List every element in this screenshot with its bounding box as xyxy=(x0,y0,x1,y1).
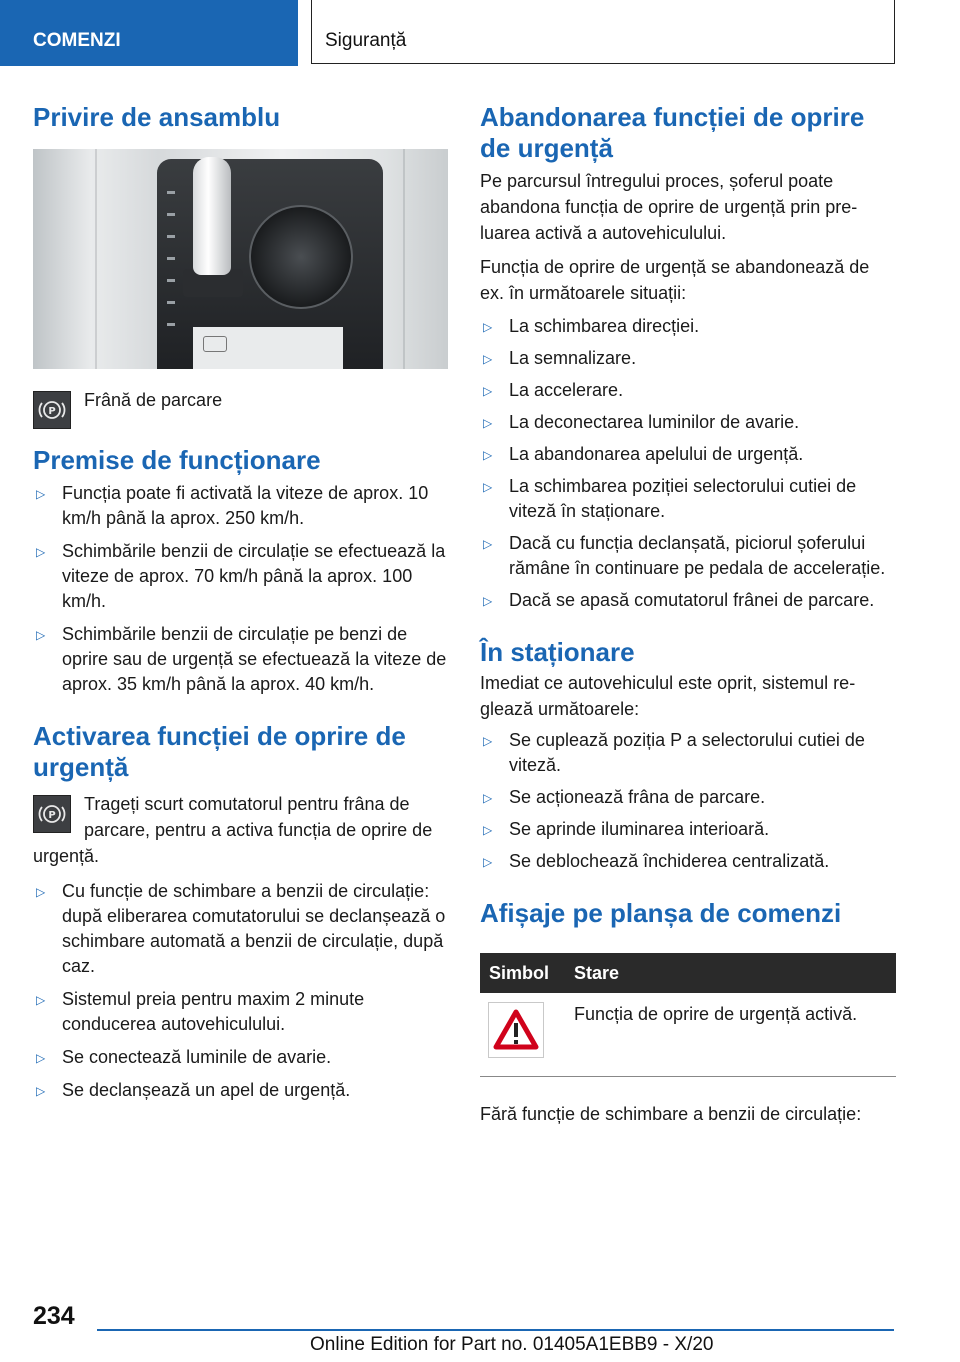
table-row xyxy=(480,993,896,1077)
display-heading: Afișaje pe planșa de comenzi xyxy=(480,898,842,928)
abandon-heading: Abandonarea funcției de oprire de urgență xyxy=(480,102,865,163)
standstill-text: Imediat ce autovehiculul este oprit, sistemul reglează următoarele: xyxy=(480,673,856,719)
triangle-bullet-icon: ▷ xyxy=(36,1084,46,1098)
triangle-bullet-icon: ▷ xyxy=(483,416,493,430)
triangle-bullet-icon: ▷ xyxy=(36,545,46,559)
list-item: ▷ Schimbările benzii de circulație se efectuează la viteze de aprox. 70 km/h până la aprox. 100 km/h. xyxy=(36,541,446,611)
standstill-list xyxy=(480,728,896,874)
list-item: ▷ Funcția poate fi activată la viteze de aprox. 10 km/h până la aprox. 250 km/h. xyxy=(36,483,429,528)
triangle-bullet-icon: ▷ xyxy=(483,823,493,837)
triangle-bullet-icon: ▷ xyxy=(483,384,493,398)
col-symbol-header: Simbol xyxy=(480,953,572,993)
center-console-photo xyxy=(33,149,448,369)
parking-brake-icon xyxy=(33,795,71,833)
triangle-bullet-icon: ▷ xyxy=(483,320,493,334)
triangle-bullet-icon: ▷ xyxy=(483,855,493,869)
triangle-bullet-icon: ▷ xyxy=(36,487,46,501)
list-item: ▷ Se conectează luminile de avarie. xyxy=(33,1045,448,1070)
list-item: ▷ Se aprinde iluminarea interioară. xyxy=(480,817,896,842)
triangle-bullet-icon: ▷ xyxy=(483,594,493,608)
after-table-text: Fără funcție de schimbare a benzii de circulație: xyxy=(480,1104,862,1124)
triangle-bullet-icon: ▷ xyxy=(36,628,46,642)
symbol-table xyxy=(480,953,896,1077)
abandon-text-1: Pe parcursul întregului proces, șoferul poate abandona funcția de oprire de urgență prin preluarea activă a autovehiculului. xyxy=(480,171,858,243)
list-item: ▷ Schimbările benzii de circulație pe benzi de oprire sau de urgență se efectuează la viteze de aprox. 35 km/h până la aprox. 40 km/h. xyxy=(36,624,447,694)
premise-list xyxy=(33,481,448,697)
list-item: ▷ La schimbarea poziției selectorului cutiei de viteză în staționare. xyxy=(483,476,857,521)
list-item: ▷ Cu funcție de schimbare a benzii de circulație: după eliberarea comutatorului se declanșează o schimbare automată a benzii de circulație, după caz. xyxy=(36,881,446,976)
list-item: ▷ Se acționează frâna de parcare. xyxy=(480,785,896,810)
list-item: ▷ La schimbarea direcției. xyxy=(480,314,896,339)
symbol-cell xyxy=(480,993,572,1077)
standstill-heading: În staționare xyxy=(480,637,635,667)
parking-brake-icon xyxy=(33,391,71,429)
premise-heading: Premise de funcționare xyxy=(33,445,321,475)
svg-text:P: P xyxy=(48,406,56,417)
chapter-tab: COMENZI xyxy=(0,0,298,66)
triangle-bullet-icon: ▷ xyxy=(483,480,493,494)
activation-text: Trageți scurt comutatorul pentru frâna de parcare, pentru a activa funcția de oprire de urgență. xyxy=(33,794,433,866)
col-state-header: Stare xyxy=(572,953,896,993)
activation-list xyxy=(33,879,448,1103)
footer-rule xyxy=(97,1329,894,1331)
svg-text:P: P xyxy=(48,810,56,821)
activation-paragraph xyxy=(33,791,448,869)
photo-caption xyxy=(33,387,448,427)
warning-triangle-icon xyxy=(488,1002,544,1058)
caption-text: Frână de parcare xyxy=(84,390,223,410)
activation-heading: Activarea funcției de oprire de urgență xyxy=(33,721,406,782)
list-item: ▷ La deconectarea luminilor de avarie. xyxy=(480,410,896,435)
triangle-bullet-icon: ▷ xyxy=(483,537,493,551)
triangle-bullet-icon: ▷ xyxy=(483,448,493,462)
section-title: Siguranță xyxy=(311,0,895,64)
list-item: ▷ Dacă cu funcția declanșată, piciorul șoferului rămâne în continuare pe pedala de accelerație. xyxy=(483,533,886,578)
triangle-bullet-icon: ▷ xyxy=(36,1051,46,1065)
abandon-text-2: Funcția de oprire de urgență se abandonează de ex. în următoarele situații: xyxy=(480,257,870,303)
list-item: ▷ La abandonarea apelului de urgență. xyxy=(480,442,896,467)
list-item: ▷ La semnalizare. xyxy=(480,346,896,371)
right-column xyxy=(480,102,896,1127)
list-item: ▷ Se cuplează poziția P a selectorului cutiei de viteză. xyxy=(483,730,865,775)
left-column xyxy=(33,102,448,1103)
list-item: ▷ Se deblochează închiderea centralizată. xyxy=(480,849,896,874)
triangle-bullet-icon: ▷ xyxy=(36,885,46,899)
list-item: ▷ La accelerare. xyxy=(480,378,896,403)
page-number: 234 xyxy=(33,1302,75,1330)
state-cell: Funcția de oprire de urgență activă. xyxy=(572,993,896,1077)
list-item: ▷ Sistemul preia pentru maxim 2 minute conducerea autovehiculului. xyxy=(36,989,365,1034)
overview-heading: Privire de ansamblu xyxy=(33,102,281,132)
abandon-list xyxy=(480,314,896,613)
triangle-bullet-icon: ▷ xyxy=(483,734,493,748)
triangle-bullet-icon: ▷ xyxy=(36,993,46,1007)
online-edition-text: Online Edition for Part no. 01405A1EBB9 - X/20 xyxy=(310,1334,714,1355)
triangle-bullet-icon: ▷ xyxy=(483,352,493,366)
list-item: ▷ Se declanșează un apel de urgență. xyxy=(33,1078,448,1103)
list-item: ▷ Dacă se apasă comutatorul frânei de parcare. xyxy=(480,588,896,613)
triangle-bullet-icon: ▷ xyxy=(483,791,493,805)
